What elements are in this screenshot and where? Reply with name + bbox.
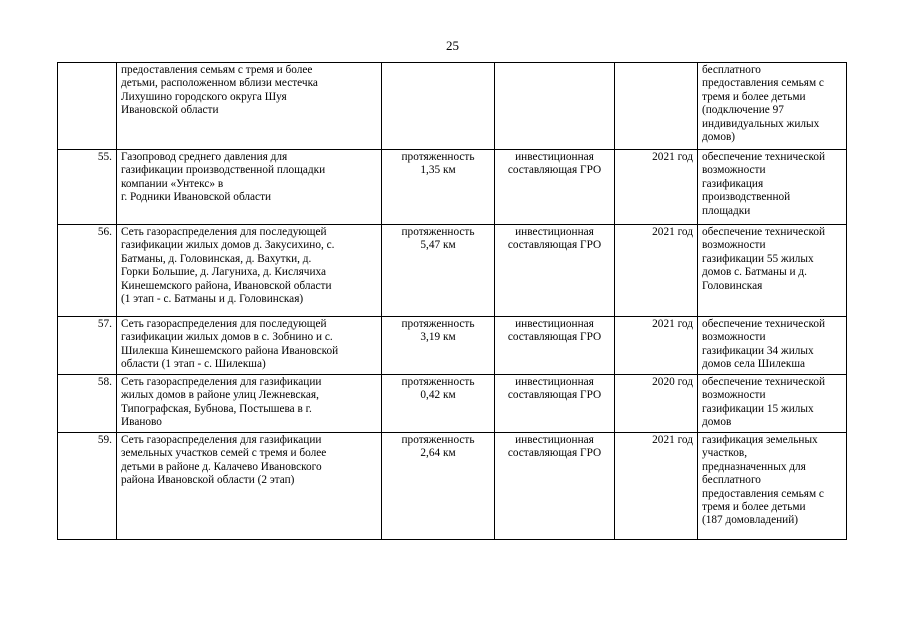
- year-cell: 2020 год: [615, 375, 698, 433]
- object-name-line: компании «Унтекс» в: [121, 177, 224, 190]
- object-name-line: газификации жилых домов д. Закусихино, с.: [121, 239, 335, 252]
- funding-source-line: инвестиционная: [515, 434, 594, 446]
- goal-line: домов с. Батманы и д.: [702, 266, 807, 279]
- goal-line: (подключение 97: [702, 104, 784, 117]
- object-name-line: Сеть газораспределения для газификации: [121, 376, 322, 388]
- goal-line: тремя и более детьми: [702, 90, 806, 103]
- goal-line: газификации 15 жилых: [702, 402, 814, 415]
- object-name-line: Сеть газораспределения для газификации: [121, 434, 322, 446]
- funding-source-line: инвестиционная: [515, 151, 594, 163]
- page-number: 25: [446, 38, 459, 53]
- parameter-line: 5,47 км: [420, 239, 456, 252]
- object-name-line: района Ивановской области (2 этап): [121, 474, 295, 487]
- parameter-cell: [382, 375, 495, 433]
- funding-source-cell: [495, 433, 615, 540]
- funding-source-line: инвестиционная: [515, 226, 594, 238]
- object-name-cell: [117, 433, 382, 540]
- object-name-line: Ивановской области: [121, 104, 219, 117]
- parameter-cell: [382, 225, 495, 317]
- parameter-cell: [382, 433, 495, 540]
- table-row: [58, 225, 847, 317]
- goal-line: Головинская: [702, 279, 763, 292]
- object-name-cell: [117, 317, 382, 375]
- goal-line: газификации 34 жилых: [702, 344, 814, 357]
- goal-line: домов села Шилекша: [702, 358, 806, 371]
- goal-cell: [698, 375, 847, 433]
- object-name-line: Сеть газораспределения для последующей: [121, 226, 327, 238]
- parameter-line: протяженность: [401, 434, 475, 446]
- goal-cell: [698, 433, 847, 540]
- table-row: [58, 63, 847, 150]
- parameter-line: 0,42 км: [420, 389, 456, 402]
- goal-line: возможности: [702, 389, 766, 402]
- funding-source-cell: [495, 225, 615, 317]
- goal-line: предназначенных для: [702, 460, 806, 473]
- table-row: [58, 433, 847, 540]
- object-name-line: (1 этап - с. Батманы и д. Головинская): [121, 293, 304, 306]
- funding-source-cell: [495, 375, 615, 433]
- funding-source-line: составляющая ГРО: [507, 389, 602, 402]
- row-number-cell: 57.: [58, 317, 117, 375]
- object-name-line: Газопровод среднего давления для: [121, 151, 288, 163]
- goal-line: бесплатного: [702, 474, 761, 487]
- goal-cell: [698, 317, 847, 375]
- object-name-line: Горки Большие, д. Лагуниха, д. Кислячиха: [121, 266, 327, 279]
- goal-line: предоставления семьям с: [702, 77, 824, 90]
- goal-line: обеспечение технической: [702, 226, 826, 238]
- goal-line: газификация: [702, 177, 764, 190]
- object-name-line: Иваново: [121, 416, 162, 429]
- row-number-cell: 55.: [58, 150, 117, 225]
- object-name-line: Лихушино городского округа Шуя: [121, 90, 287, 103]
- parameter-cell: [382, 63, 495, 150]
- goal-cell: [698, 225, 847, 317]
- goal-line: участков,: [702, 447, 748, 460]
- object-name-line: детьми, расположенном вблизи местечка: [121, 77, 318, 90]
- object-name-line: газификации жилых домов в с. Зобнино и с.: [121, 331, 333, 344]
- object-name-line: жилых домов в районе улиц Лежневская,: [121, 389, 319, 402]
- goal-line: производственной: [702, 191, 791, 204]
- parameter-line: 3,19 км: [420, 331, 456, 344]
- table-row: [58, 375, 847, 433]
- goal-line: обеспечение технической: [702, 318, 826, 330]
- goal-line: возможности: [702, 331, 766, 344]
- row-number-cell: 59.: [58, 433, 117, 540]
- goal-cell: [698, 63, 847, 150]
- object-name-cell: [117, 375, 382, 433]
- object-name-cell: [117, 63, 382, 150]
- object-name-line: газификации производственной площадки: [121, 164, 326, 177]
- year-cell: 2021 год: [615, 150, 698, 225]
- funding-source-cell: [495, 63, 615, 150]
- row-number-cell: 58.: [58, 375, 117, 433]
- row-number-cell: 56.: [58, 225, 117, 317]
- goal-line: домов: [702, 416, 732, 429]
- year-cell: 2021 год: [615, 433, 698, 540]
- parameter-line: 1,35 км: [420, 164, 456, 177]
- object-name-line: Шилекша Кинешемского района Ивановской: [121, 344, 339, 357]
- funding-source-cell: [495, 317, 615, 375]
- goal-line: предоставления семьям с: [702, 487, 824, 500]
- funding-source-line: инвестиционная: [515, 318, 594, 330]
- goal-line: обеспечение технической: [702, 376, 826, 388]
- object-name-line: земельных участков семей с тремя и более: [121, 447, 327, 460]
- goal-line: тремя и более детьми: [702, 501, 806, 514]
- table-row: [58, 317, 847, 375]
- object-name-cell: [117, 150, 382, 225]
- object-name-line: Кинешемского района, Ивановской области: [121, 279, 332, 292]
- object-name-line: предоставления семьям с тремя и более: [121, 64, 313, 76]
- goal-line: площадки: [702, 204, 751, 217]
- funding-source-line: составляющая ГРО: [507, 239, 602, 252]
- parameter-line: 2,64 км: [420, 447, 456, 460]
- table-row: [58, 150, 847, 225]
- parameter-line: протяженность: [401, 318, 475, 330]
- object-name-line: детьми в районе д. Калачево Ивановского: [121, 460, 322, 473]
- parameter-line: протяженность: [401, 151, 475, 163]
- row-number-cell: [58, 63, 117, 150]
- goal-line: возможности: [702, 239, 766, 252]
- object-name-line: г. Родники Ивановской области: [121, 191, 272, 204]
- year-cell: [615, 63, 698, 150]
- table-body: [58, 63, 847, 540]
- year-cell: 2021 год: [615, 317, 698, 375]
- goal-line: возможности: [702, 164, 766, 177]
- funding-source-line: составляющая ГРО: [507, 447, 602, 460]
- object-name-line: Батманы, д. Головинская, д. Вахутки, д.: [121, 252, 312, 265]
- parameter-cell: [382, 317, 495, 375]
- goal-line: бесплатного: [702, 64, 761, 76]
- object-name-line: области (1 этап - с. Шилекша): [121, 358, 266, 371]
- funding-source-line: составляющая ГРО: [507, 331, 602, 344]
- goal-line: газификация земельных: [702, 434, 818, 446]
- goal-line: (187 домовладений): [702, 514, 799, 527]
- goal-line: домов): [702, 131, 736, 144]
- object-name-line: Сеть газораспределения для последующей: [121, 318, 327, 330]
- goal-line: индивидуальных жилых: [702, 117, 820, 130]
- object-name-cell: [117, 225, 382, 317]
- investment-program-table: [57, 62, 847, 540]
- parameter-line: протяженность: [401, 226, 475, 238]
- funding-source-line: составляющая ГРО: [507, 164, 602, 177]
- parameter-line: протяженность: [401, 376, 475, 388]
- object-name-line: Типографская, Бубнова, Постышева в г.: [121, 402, 312, 415]
- funding-source-line: инвестиционная: [515, 376, 594, 388]
- goal-line: обеспечение технической: [702, 151, 826, 163]
- goal-cell: [698, 150, 847, 225]
- goal-line: газификации 55 жилых: [702, 252, 814, 265]
- funding-source-cell: [495, 150, 615, 225]
- parameter-cell: [382, 150, 495, 225]
- year-cell: 2021 год: [615, 225, 698, 317]
